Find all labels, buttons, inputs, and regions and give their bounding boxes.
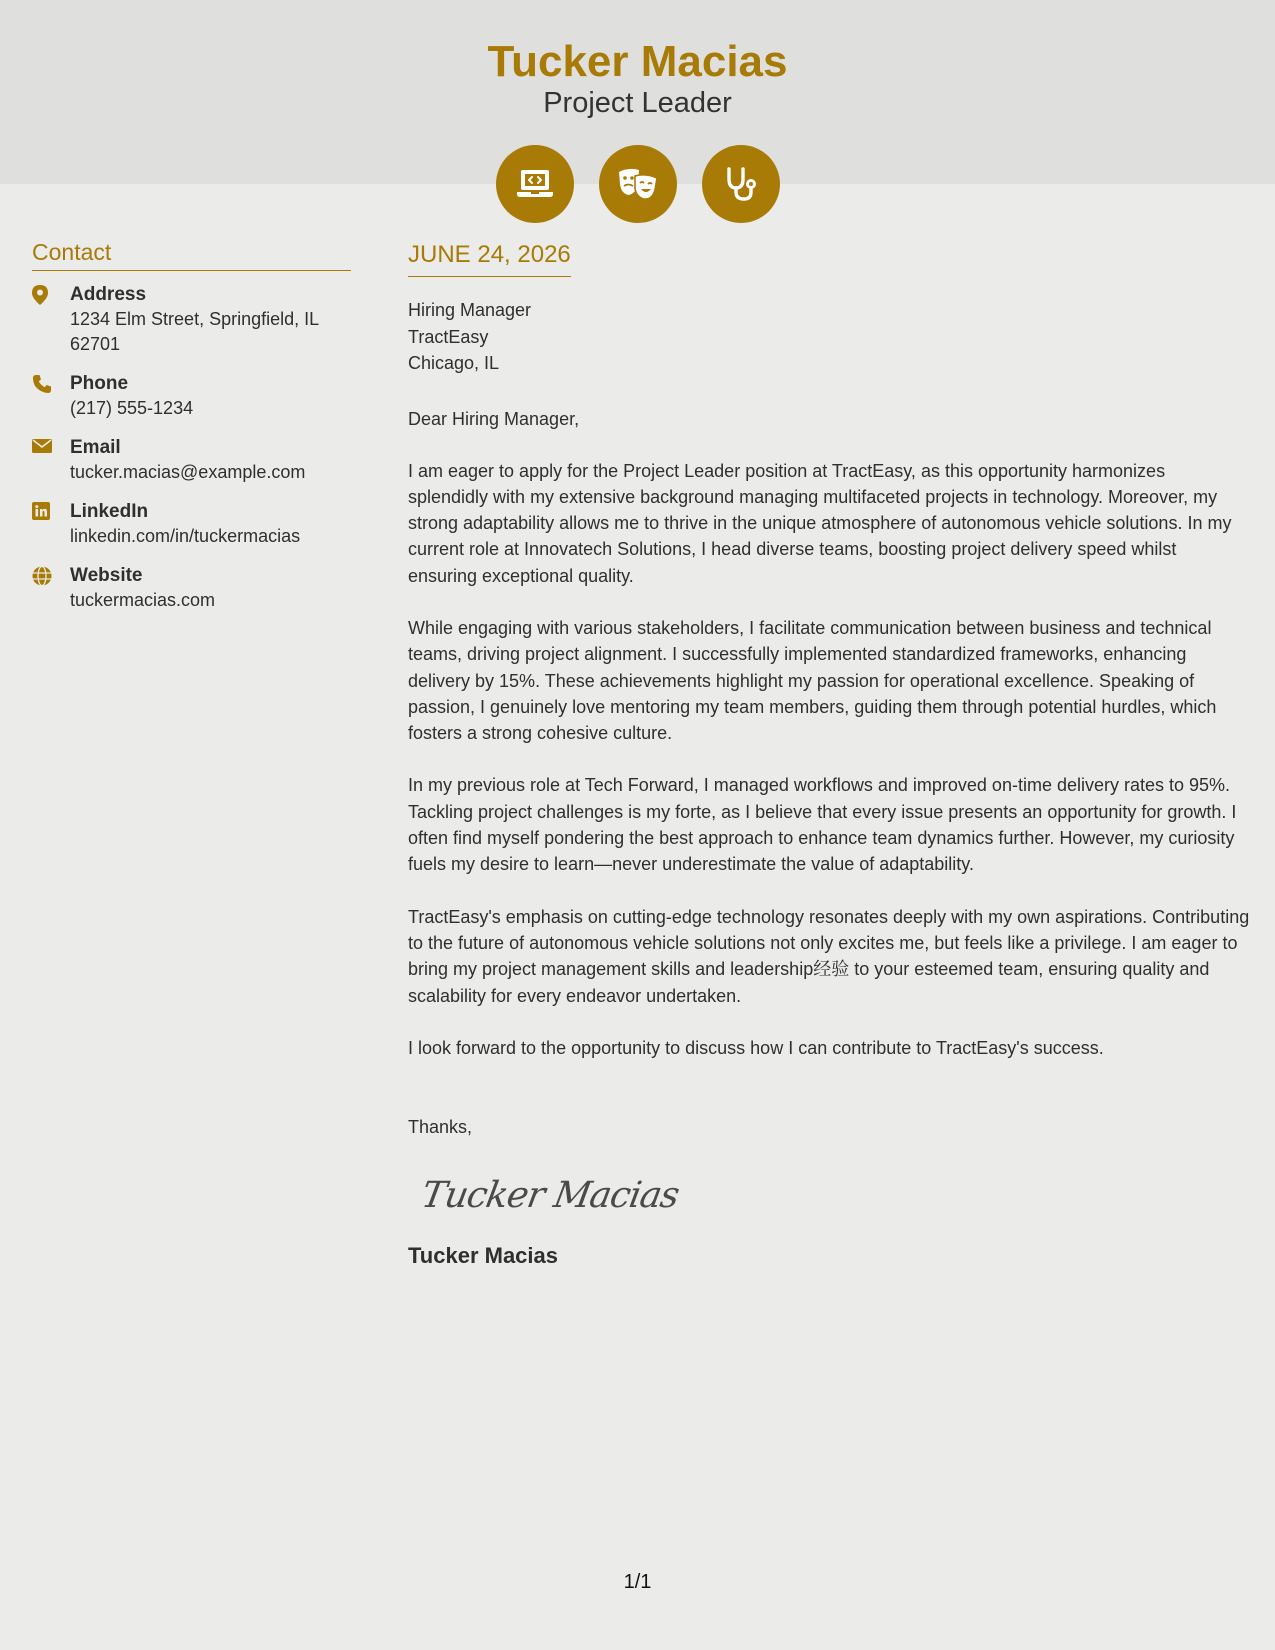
envelope-icon (32, 436, 70, 485)
website-value: tuckermacias.com (70, 590, 216, 610)
contact-section-title: Contact (32, 238, 351, 271)
recipient-block (408, 297, 1250, 377)
linkedin-value: linkedin.com/in/tuckermacias (70, 526, 301, 546)
page-number: 1/1 (623, 1571, 652, 1593)
contact-item-phone (32, 372, 351, 421)
phone-icon (32, 372, 70, 421)
contact-label: Email (70, 437, 121, 458)
contact-label: Phone (70, 373, 129, 394)
contact-item-website (32, 564, 351, 613)
recipient-company: TractEasy (408, 326, 489, 347)
contact-item-email (32, 436, 351, 485)
contact-label: Website (70, 565, 143, 586)
handwritten-signature: Tucker Macias (418, 1175, 682, 1217)
body-paragraph: While engaging with various stakeholders, I facilitate communication between business and technical teams, driving project alignment. I successfully implemented standardized frameworks, enhancing delivery by 15%. These achievements highlight my passion for operational excellence. Speaking of passion, I genuinely love mentoring my team members, guiding them through potential hurdles, which fosters a strong cohesive culture. (408, 617, 1217, 744)
contact-label: LinkedIn (70, 501, 149, 522)
contact-sidebar (32, 238, 351, 628)
body-paragraph: TractEasy's emphasis on cutting-edge technology resonates deeply with my own aspirations. Contributing to the future of autonomous vehicle solutions not only excites me, but feels like a privilege. I am eager to bring my project management skills and leadership经验 to your esteemed team, ensuring quality and scalability for every endeavor undertaken. (408, 906, 1250, 1006)
theater-masks-icon (599, 145, 677, 223)
candidate-name: Tucker Macias (487, 37, 788, 86)
contact-list (32, 283, 351, 613)
body-paragraph: In my previous role at Tech Forward, I managed workflows and improved on-time delivery rates to 95%. Tackling project challenges is my forte, as I believe that every issue presents an opportunity for growth. I often find myself pondering the best approach to enhance team dynamics further. However, my curiosity fuels my desire to learn—never underestimate the value of adaptability. (408, 775, 1237, 875)
laptop-code-icon (496, 145, 574, 223)
body-paragraph: I am eager to apply for the Project Leader position at TractEasy, as this opportunity harmonizes splendidly with my extensive background managing multifaceted projects in technology. Moreover, my strong adaptability allows me to thrive in the unique atmosphere of autonomous vehicle solutions. In my current role at Innovatech Solutions, I head diverse teams, boosting project delivery speed whilst ensuring exceptional quality. (408, 460, 1232, 586)
closing: Thanks, (408, 1117, 473, 1138)
map-pin-icon (32, 283, 70, 357)
phone-value: (217) 555-1234 (70, 398, 194, 418)
candidate-role: Project Leader (543, 87, 732, 119)
body-paragraph: I look forward to the opportunity to discuss how I can contribute to TractEasy's success. (408, 1037, 1104, 1058)
interest-icons (0, 145, 1275, 223)
signed-name: Tucker Macias (408, 1243, 559, 1269)
stethoscope-icon (702, 145, 780, 223)
email-value: tucker.macias@example.com (70, 462, 306, 482)
contact-item-linkedin (32, 500, 351, 549)
address-value: 1234 Elm Street, Springfield, IL 62701 (70, 309, 319, 354)
globe-icon (32, 564, 70, 613)
recipient-location: Chicago, IL (408, 353, 500, 373)
letter-date: JUNE 24, 2026 (408, 240, 571, 277)
recipient-title: Hiring Manager (408, 300, 532, 320)
linkedin-icon (32, 500, 70, 549)
contact-item-address (32, 283, 351, 357)
salutation: Dear Hiring Manager, (408, 408, 580, 429)
letter-body (408, 240, 1250, 1270)
contact-label: Address (70, 284, 147, 305)
